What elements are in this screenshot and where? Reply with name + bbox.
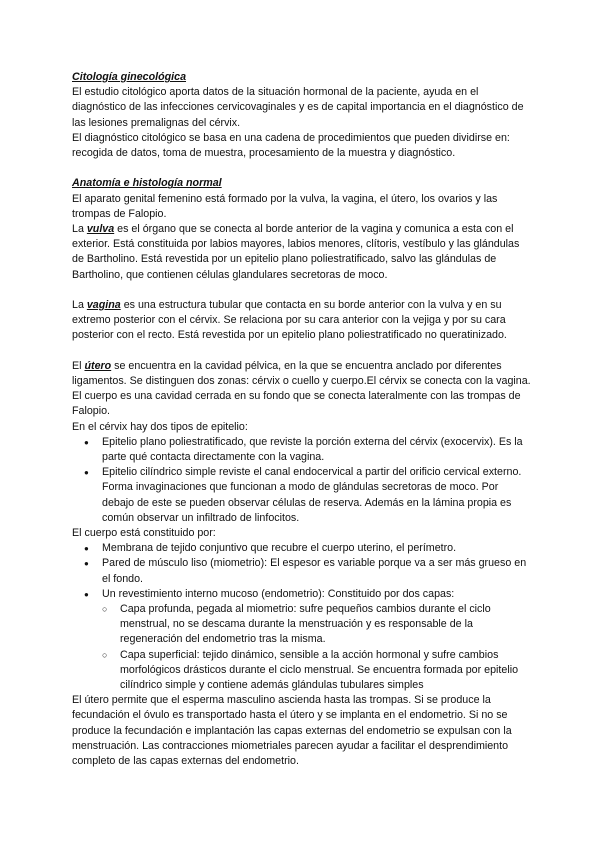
term-vulva: vulva — [86, 223, 115, 236]
paragraph-cervix-intro: En el cérvix hay dos tipos de epitelio: — [72, 420, 248, 433]
list-item-text: Un revestimiento interno mucoso (endometrio): Constituido por dos capas: — [102, 587, 455, 600]
heading-citologia: Citología ginecológica — [72, 71, 187, 83]
list-item: ● Epitelio cilíndrico simple reviste el canal endocervical a partir del orificio cervical externo. Forma invaginaciones que funcionan a modo de glándulas secretoras de moco. Por debajo de este se pueden observar células de reserva. Además en la lámina propia es común observar un infiltrado de linfocitos. — [72, 465, 532, 526]
list-item: ● Membrana de tejido conjuntivo que recubre el cuerpo uterino, el perímetro. — [72, 541, 532, 556]
list-item: ● Pared de músculo liso (miometrio): El espesor es variable porque va a ser más grueso en el fondo. — [72, 556, 532, 586]
utero-pre: El — [72, 359, 85, 372]
spacer — [72, 161, 532, 176]
document-page — [72, 70, 532, 769]
heading-anatomia: Anatomía e histología normal — [72, 177, 222, 190]
paragraph-anatomia-intro: El aparato genital femenino está formado por la vulva, la vagina, el útero, los ovarios y las trompas de Falopio. — [72, 192, 498, 220]
list-item-endometrio — [72, 587, 532, 693]
sub-list-item: ○ Capa superficial: tejido dinámico, sensible a la acción hormonal y sufre cambios morfológicos drásticos durante el ciclo menstrual. Se encuentra formada por epitelio cilíndrico simple y contiene además glándulas tubulares simples — [72, 648, 532, 694]
term-vagina: vagina — [86, 299, 121, 312]
term-utero: útero — [84, 359, 112, 372]
sub-list-item: ○ Capa profunda, pegada al miometrio: sufre pequeños cambios durante el ciclo menstrual, no se descama durante la menstruación y es responsable de la regeneración del endometrio tras la misma. — [72, 602, 532, 648]
paragraph-vagina — [72, 298, 532, 344]
paragraph-citologia-1: El estudio citológico aporta datos de la situación hormonal de la paciente, ayuda en el diagnóstico de las infecciones cervicovaginales y es de capital importancia en el diagnóstico de las lesiones premalignas del cérvix. — [72, 86, 524, 129]
vulva-text: es el órgano que se conecta al borde anterior de la vagina y comunica a esta con el exterior. Está constituida por labios mayores, labios menores, clítoris, vestíbulo y las glándulas de Bartholino. Está revestida por un epitelio plano poliestratificado, salvo las glándulas de Bartholino, que contienen células glandulares secretoras de moco. — [72, 223, 520, 281]
spacer — [72, 344, 532, 359]
paragraph-vulva — [72, 222, 532, 283]
paragraph-citologia-2: El diagnóstico citológico se basa en una cadena de procedimientos que pueden dividirse en: recogida de datos, toma de muestra, procesamiento de la muestra y diagnóstico. — [72, 131, 510, 160]
cuerpo-list — [72, 541, 532, 693]
cervix-list — [72, 435, 532, 526]
paragraph-closing: El útero permite que el esperma masculino ascienda hasta las trompas. Si se produce la fecundación el óvulo es transportado hasta el útero y se implanta en el endometrio. Si no se produce la fecundación e implantación las capas externas del endometrio se expulsan con la menstruación. Las contracciones miometriales parecen ayudar a facilitar el desprendimiento completo de las capas externas del endometrio. — [72, 694, 512, 768]
spacer — [72, 283, 532, 298]
vulva-pre: La — [72, 223, 87, 236]
vagina-text: es una estructura tubular que contacta en su borde anterior con la vulva y en su extremo posterior con el cérvix. Se relaciona por su cara anterior con la vejiga y por su cara posterior con el recto. Está revestida por un epitelio plano poliestratificado no queratinizado. — [72, 299, 507, 342]
paragraph-utero — [72, 359, 532, 420]
endometrio-list — [72, 602, 532, 693]
list-item: ● Epitelio plano poliestratificado, que reviste la porción externa del cérvix (exocervix). Es la parte qué contacta directamente con la vagina. — [72, 435, 532, 465]
vagina-pre: La — [72, 299, 87, 312]
utero-text: se encuentra en la cavidad pélvica, en la que se encuentra anclado por diferentes ligamentos. Se distinguen dos zonas: cérvix o cuello y cuerpo.El cérvix se conecta con la vagina. El cuerpo es una cavidad cerrada en su fondo que se conecta lateralmente con las trompas de Falopio. — [72, 359, 531, 418]
paragraph-cuerpo-intro: El cuerpo está constituido por: — [72, 527, 216, 540]
